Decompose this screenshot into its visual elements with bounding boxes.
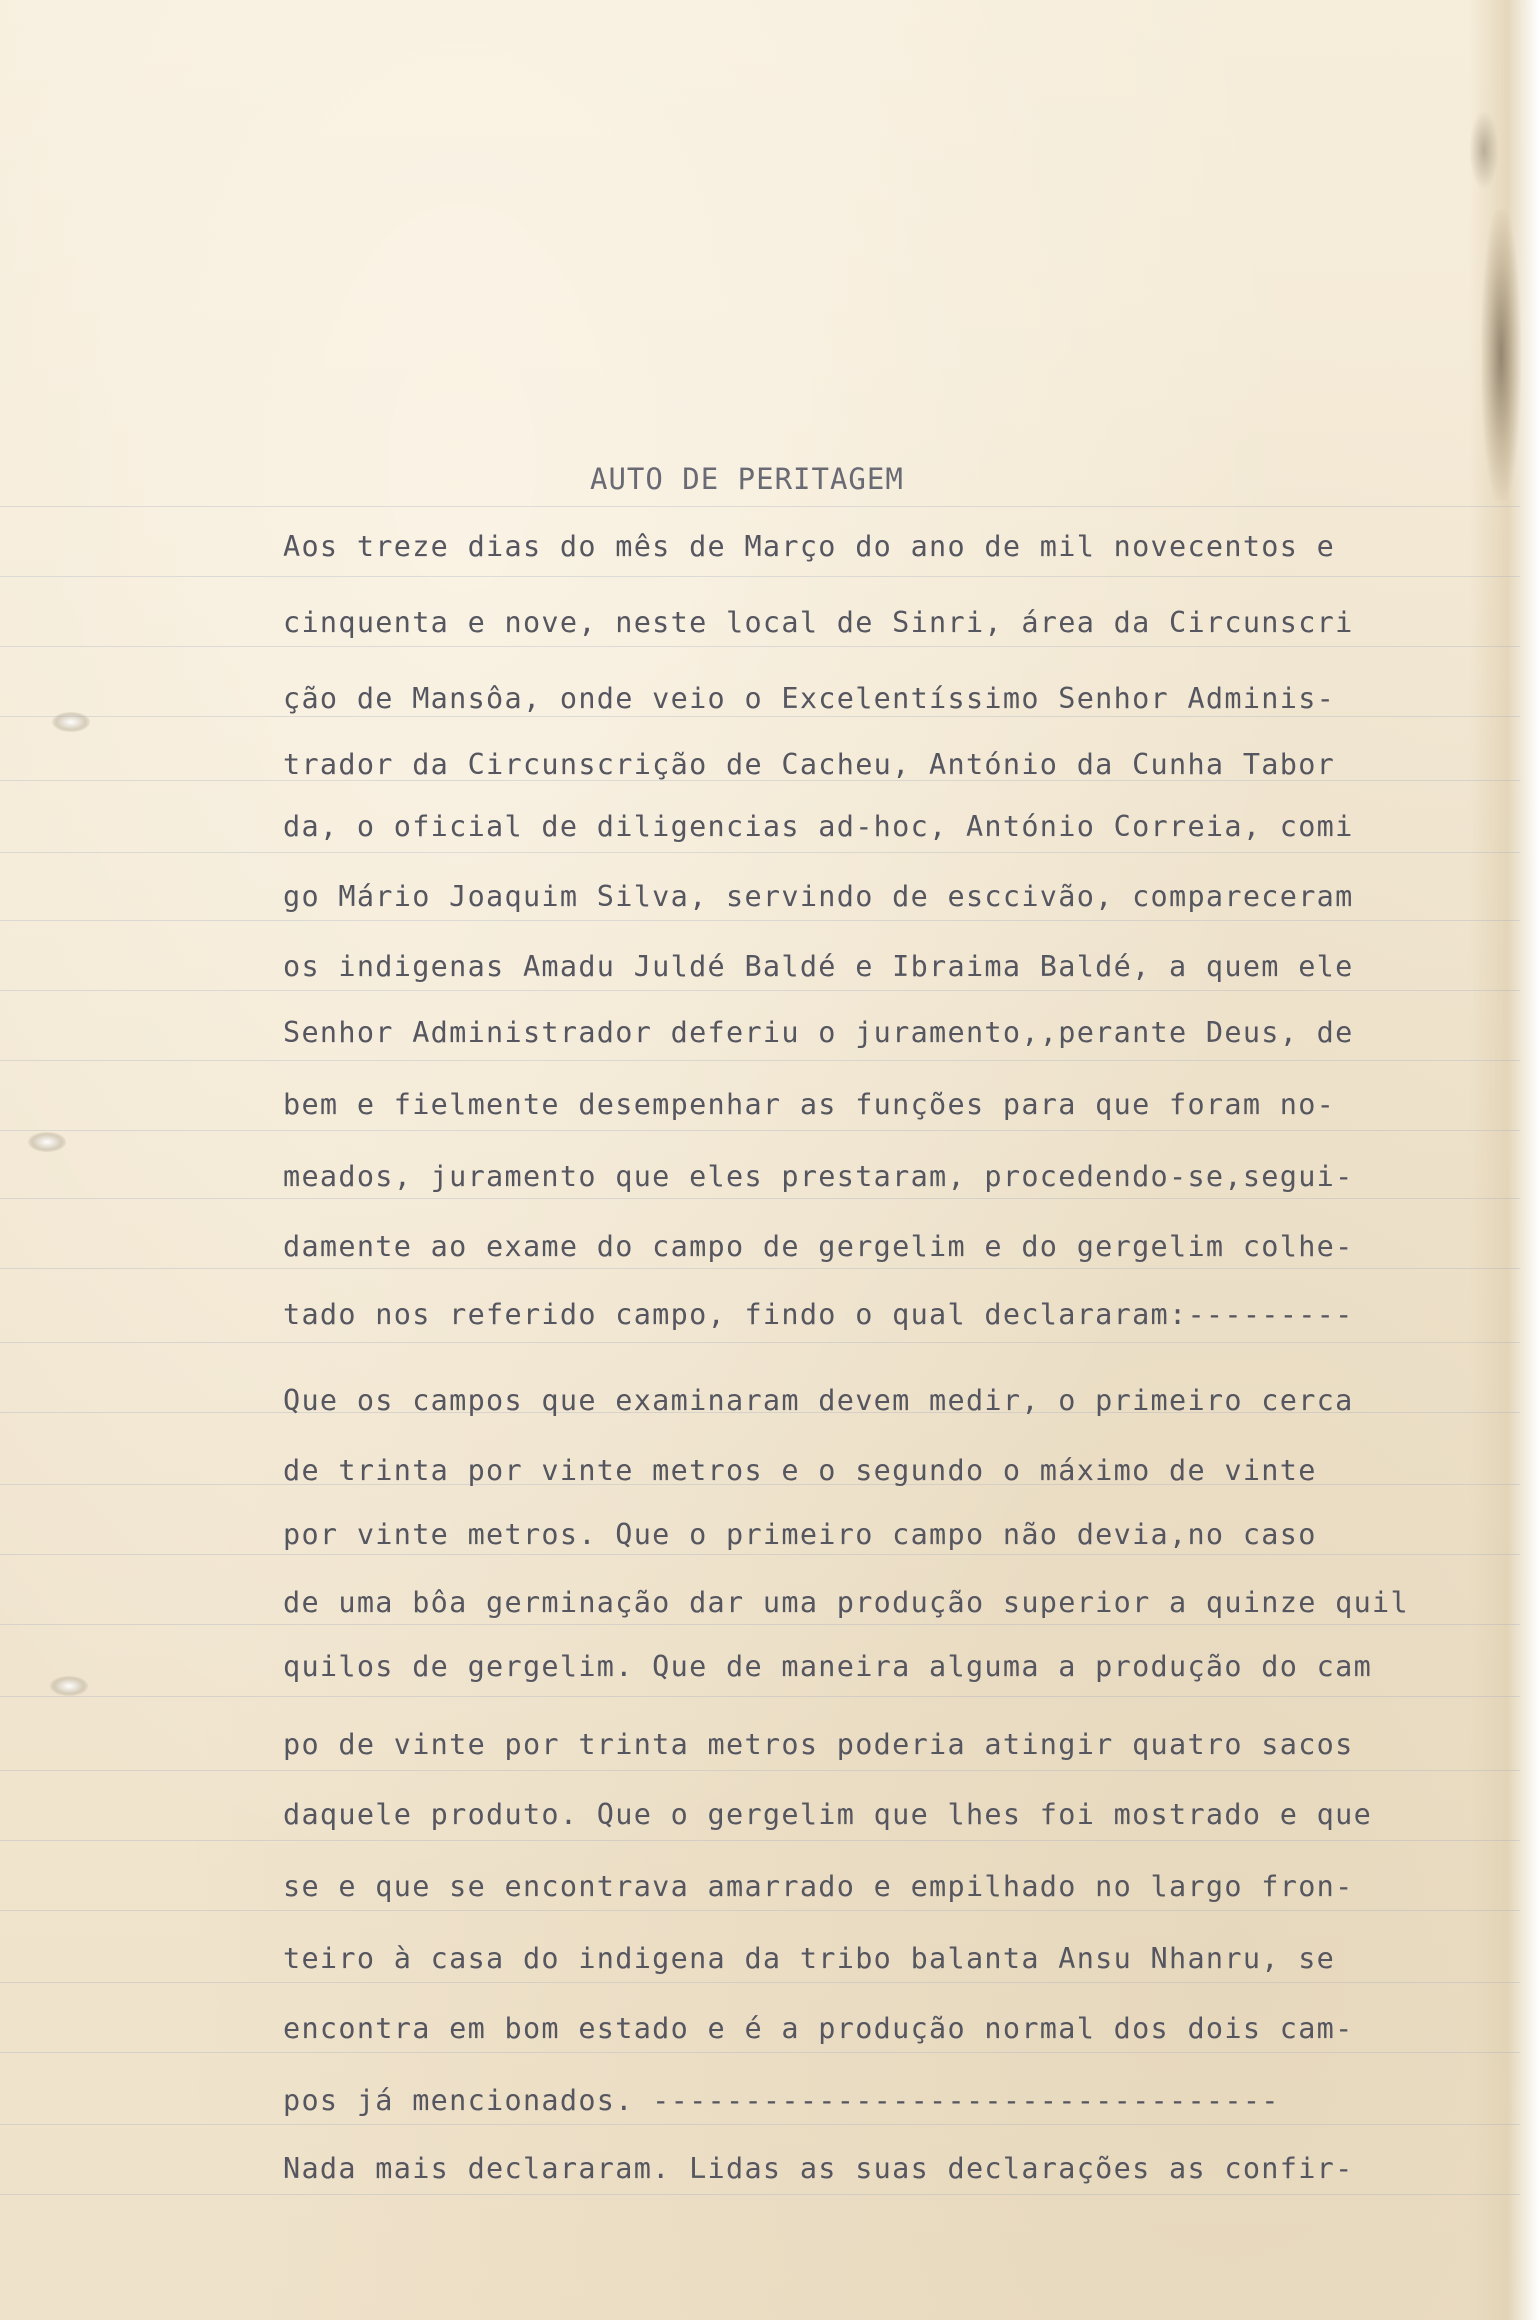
text-line: cinquenta e nove, neste local de Sinri, área da Circunscri <box>283 606 1354 639</box>
text-line: daquele produto. Que o gergelim que lhes foi mostrado e que <box>283 1798 1373 1831</box>
text-line: tado nos referido campo, findo o qual declararam:--------- <box>283 1298 1354 1331</box>
ruled-line <box>0 716 1520 717</box>
ruled-line <box>0 2124 1520 2125</box>
text-line: meados, juramento que eles prestaram, procedendo-se,segui- <box>283 1160 1354 1193</box>
ruled-line <box>0 576 1520 577</box>
text-line: de uma bôa germinação dar uma produção superior a quinze quil <box>283 1586 1409 1619</box>
paper-damage-mark <box>1469 110 1499 190</box>
ruled-line <box>0 1910 1520 1911</box>
text-line: damente ao exame do campo de gergelim e do gergelim colhe- <box>283 1230 1354 1263</box>
text-line: por vinte metros. Que o primeiro campo não devia,no caso <box>283 1518 1317 1551</box>
ruled-line <box>0 2194 1520 2195</box>
ruled-line <box>0 1696 1520 1697</box>
text-line: de trinta por vinte metros e o segundo o máximo de vinte <box>283 1454 1317 1487</box>
document-title: AUTO DE PERITAGEM <box>590 462 904 496</box>
ruled-line <box>0 1060 1520 1061</box>
text-line: po de vinte por trinta metros poderia atingir quatro sacos <box>283 1728 1354 1761</box>
text-line: Nada mais declararam. Lidas as suas declarações as confir- <box>283 2152 1354 2185</box>
ruled-line <box>0 1770 1520 1771</box>
ruled-line <box>0 1982 1520 1983</box>
text-line: quilos de gergelim. Que de maneira alguma a produção do cam <box>283 1650 1373 1683</box>
text-line: os indigenas Amadu Juldé Baldé e Ibraima Baldé, a quem ele <box>283 950 1354 983</box>
ruled-line <box>0 1624 1520 1625</box>
ruled-line <box>0 920 1520 921</box>
text-line: Que os campos que examinaram devem medir, o primeiro cerca <box>283 1384 1354 1417</box>
text-line: ção de Mansôa, onde veio o Excelentíssimo Senhor Adminis- <box>283 682 1336 715</box>
text-line: teiro à casa do indigena da tribo balanta Ansu Nhanru, se <box>283 1942 1336 1975</box>
punch-hole-mark <box>52 712 90 732</box>
text-line: trador da Circunscrição de Cacheu, António da Cunha Tabor <box>283 748 1336 781</box>
text-line: encontra em bom estado e é a produção normal dos dois cam- <box>283 2012 1354 2045</box>
text-line: Senhor Administrador deferiu o juramento,,perante Deus, de <box>283 1016 1354 1049</box>
ruled-line <box>0 1342 1520 1343</box>
ruled-line <box>0 2052 1520 2053</box>
ruled-line <box>0 1554 1520 1555</box>
ruled-line <box>0 1130 1520 1131</box>
punch-hole-mark <box>28 1132 66 1152</box>
ruled-line <box>0 1198 1520 1199</box>
text-line: se e que se encontrava amarrado e empilhado no largo fron- <box>283 1870 1354 1903</box>
text-line: bem e fielmente desempenhar as funções para que foram no- <box>283 1088 1336 1121</box>
ruled-line <box>0 646 1520 647</box>
ruled-line <box>0 990 1520 991</box>
text-line: go Mário Joaquim Silva, servindo de esccivão, compareceram <box>283 880 1354 913</box>
paper-damage-mark <box>1481 210 1521 500</box>
punch-hole-mark <box>50 1676 88 1696</box>
ruled-line <box>0 852 1520 853</box>
ruled-line <box>0 1840 1520 1841</box>
text-line: da, o oficial de diligencias ad-hoc, António Correia, comi <box>283 810 1354 843</box>
ruled-line <box>0 506 1520 507</box>
text-line: pos já mencionados. ---------------------------------- <box>283 2084 1280 2117</box>
text-line: Aos treze dias do mês de Março do ano de mil novecentos e <box>283 530 1336 563</box>
ruled-line <box>0 1268 1520 1269</box>
